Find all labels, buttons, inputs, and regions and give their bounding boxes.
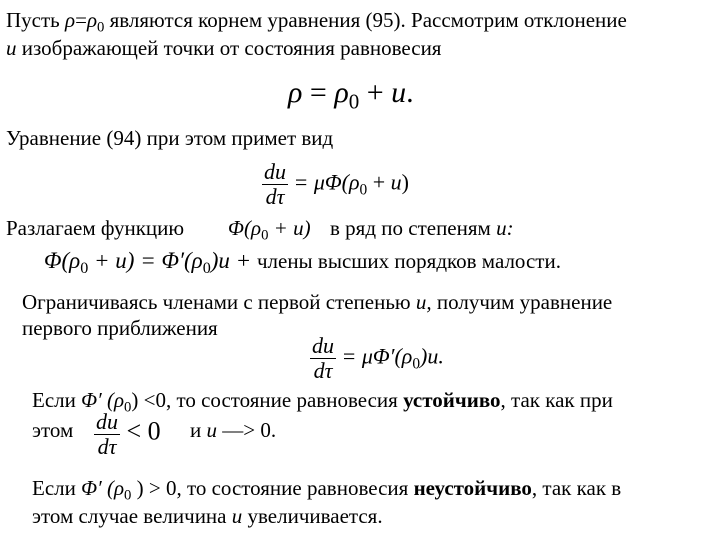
text: являются корнем уравнения (95). Рассмотрим отклонение bbox=[104, 8, 627, 32]
text: члены высших порядков малости. bbox=[256, 249, 561, 273]
u-symbol: u, bbox=[415, 290, 432, 314]
text: —> 0. bbox=[217, 418, 277, 442]
subscript: 0 bbox=[412, 355, 421, 373]
text: ) <0, то состояние равновесия bbox=[131, 388, 404, 412]
text: Разлагаем функцию bbox=[6, 216, 185, 240]
rhs: )u. bbox=[420, 343, 444, 369]
u-symbol: u bbox=[206, 418, 217, 442]
phi-expression: Φ′ (ρ bbox=[81, 476, 125, 500]
text: Ограничиваясь членами с первой степенью bbox=[22, 290, 416, 314]
subscript: 0 bbox=[124, 399, 132, 416]
rho-symbol: ρ bbox=[86, 8, 98, 32]
text: получим уравнение bbox=[431, 290, 613, 314]
formula-first-approximation bbox=[310, 334, 444, 383]
para3 bbox=[6, 216, 184, 240]
subscript: 0 bbox=[359, 181, 368, 199]
formula-du-dtau-phi bbox=[262, 160, 409, 209]
phi-expression: + u) bbox=[268, 216, 311, 240]
dot: . bbox=[406, 76, 414, 109]
para3-tail bbox=[330, 216, 514, 240]
paren: ) bbox=[401, 169, 409, 195]
bold-term: устойчиво bbox=[403, 388, 501, 412]
fraction bbox=[310, 334, 336, 383]
denominator: dτ bbox=[265, 184, 285, 210]
less-than-zero: < 0 bbox=[120, 416, 161, 446]
u-symbol: u bbox=[391, 76, 407, 109]
text: этом bbox=[32, 418, 74, 442]
para4-line1 bbox=[22, 290, 612, 314]
denominator: dτ bbox=[97, 434, 117, 460]
numerator: du bbox=[264, 159, 286, 184]
text: = bbox=[75, 8, 87, 32]
subscript: 0 bbox=[80, 259, 89, 277]
text: изображающей точки от состояния равновесия bbox=[16, 36, 442, 60]
plus-sign: + bbox=[367, 169, 391, 195]
text: Уравнение (94) при этом примет вид bbox=[6, 126, 334, 150]
fraction bbox=[94, 410, 120, 459]
phi-expression: Φ(ρ bbox=[228, 216, 262, 240]
text: этом случае величина bbox=[32, 504, 232, 528]
subscript: 0 bbox=[97, 19, 105, 36]
equals-sign: = bbox=[302, 76, 335, 109]
bold-term: неустойчиво bbox=[413, 476, 532, 500]
para2 bbox=[6, 126, 333, 150]
denominator: dτ bbox=[313, 358, 333, 384]
rho-symbol: ρ bbox=[65, 8, 76, 32]
rho-symbol: ρ bbox=[348, 169, 360, 195]
rho-symbol: ρ bbox=[334, 76, 349, 109]
formula-rho-equals bbox=[288, 76, 414, 114]
rhs: = μΦ( bbox=[288, 169, 349, 195]
subscript: 0 bbox=[348, 89, 360, 114]
inequality-du-dtau bbox=[94, 410, 161, 459]
rho-symbol: ρ bbox=[288, 76, 303, 109]
text: Пусть bbox=[6, 8, 65, 32]
function-phi-inline bbox=[228, 216, 311, 244]
formula-expansion bbox=[44, 248, 561, 278]
text: и bbox=[190, 418, 207, 442]
text: увеличивается. bbox=[242, 504, 383, 528]
numerator: du bbox=[312, 333, 334, 358]
text: в ряд по степеням bbox=[330, 216, 497, 240]
u-symbol: u bbox=[231, 504, 243, 528]
numerator: du bbox=[96, 409, 118, 434]
rhs: )u + bbox=[210, 248, 257, 273]
text: Если bbox=[32, 388, 82, 412]
para5-line2 bbox=[32, 418, 73, 442]
text: Если bbox=[32, 476, 82, 500]
para5-line2-tail bbox=[190, 418, 276, 442]
rhs: = μΦ′(ρ bbox=[336, 343, 413, 369]
lhs: + u) = Φ′(ρ bbox=[88, 248, 203, 273]
para6-line2 bbox=[32, 504, 383, 528]
text: первого приближения bbox=[22, 316, 218, 340]
subscript: 0 bbox=[261, 227, 269, 244]
fraction bbox=[262, 160, 288, 209]
u-symbol: u: bbox=[496, 216, 514, 240]
phi-expression: Φ′ (ρ bbox=[81, 388, 125, 412]
u-symbol: u bbox=[6, 36, 17, 60]
text: ) > 0, то состояние равновесия bbox=[131, 476, 414, 500]
para1-line2 bbox=[6, 36, 441, 60]
u-symbol: u bbox=[390, 169, 402, 195]
para4-line2 bbox=[22, 316, 218, 340]
para1-line1 bbox=[6, 8, 627, 39]
subscript: 0 bbox=[124, 487, 132, 504]
para6-line1 bbox=[32, 476, 621, 507]
subscript: 0 bbox=[202, 259, 211, 277]
text: , так как при bbox=[500, 388, 613, 412]
plus-sign: + bbox=[359, 76, 392, 109]
text: , так как в bbox=[531, 476, 622, 500]
lhs: Φ(ρ bbox=[44, 248, 81, 273]
